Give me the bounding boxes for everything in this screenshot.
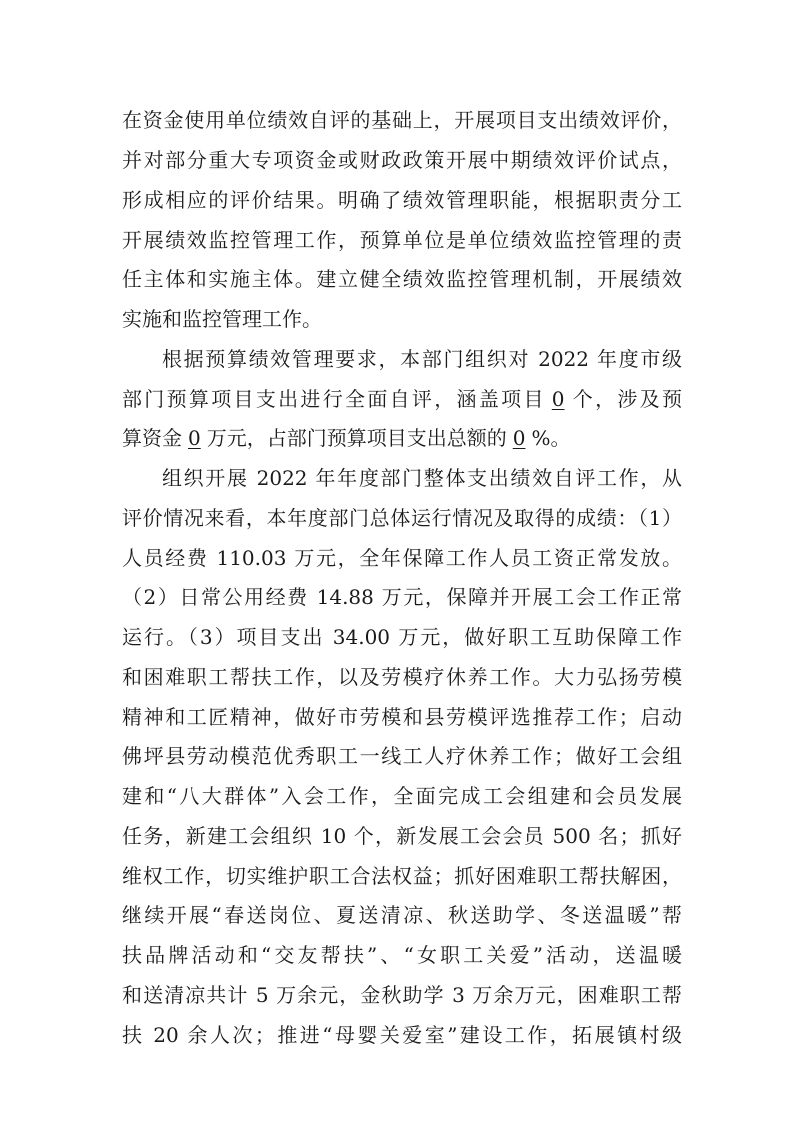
paragraph-line: 在资金使用单位绩效自评的基础上，开展项目支出绩效评价， (122, 108, 682, 132)
paragraph-line (122, 425, 682, 451)
paragraph-line: 并对部分重大专项资金或财政政策开展中期绩效评价试点， (122, 148, 682, 172)
paragraph-line: 开展绩效监控管理工作，预算单位是单位绩效监控管理的责 (122, 228, 682, 252)
paragraph-line: 组织开展 2022 年年度部门整体支出绩效自评工作，从 (162, 466, 682, 490)
paragraph-line: 运行。（3）项目支出 34.00 万元，做好职工互助保障工作 (122, 625, 682, 649)
paragraph-line: 建和“八大群体”入会工作，全面完成工会组建和会员发展 (122, 784, 682, 808)
paragraph-line: 继续开展“春送岗位、夏送清凉、秋送助学、冬送温暖”帮 (122, 903, 682, 927)
paragraph-line: 佛坪县劳动模范优秀职工一线工人疗休养工作；做好工会组 (122, 744, 682, 768)
paragraph-line: 任主体和实施主体。建立健全绩效监控管理机制，开展绩效 (122, 267, 682, 291)
paragraph-line: 维权工作，切实维护职工合法权益；抓好困难职工帮扶解困， (122, 864, 682, 888)
paragraph-line: 和困难职工帮扶工作，以及劳模疗休养工作。大力弘扬劳模 (122, 665, 682, 689)
line-text: 个，涉及预 (570, 387, 683, 411)
paragraph-line: 形成相应的评价结果。明确了绩效管理职能，根据职责分工 (122, 188, 682, 212)
paragraph-line: 实施和监控管理工作。 (122, 307, 322, 331)
paragraph-line: 和送清凉共计 5 万余元，金秋助学 3 万余万元，困难职工帮 (122, 983, 682, 1007)
line-text: %。 (531, 426, 571, 450)
line-text: 部门预算项目支出进行全面自评，涵盖项目 (122, 387, 546, 411)
paragraph-line: 任务，新建工会组织 10 个，新发展工会会员 500 名；抓好 (122, 824, 682, 848)
fund-amount-value: 0 (188, 426, 201, 450)
paragraph-line: 扶 20 余人次；推进“母婴关爱室”建设工作，拓展镇村级 (122, 1023, 682, 1047)
project-count-value: 0 (551, 387, 565, 411)
line-text: 万元，占部门预算项目支出总额的 (206, 426, 507, 450)
line-text: 算资金 (122, 426, 182, 450)
paragraph-line: 根据预算绩效管理要求，本部门组织对 2022 年度市级 (162, 347, 682, 371)
percent-value: 0 (512, 426, 526, 450)
paragraph-line: 扶品牌活动和“交友帮扶”、“女职工关爱”活动，送温暖 (122, 943, 682, 967)
paragraph-line: （2）日常公用经费 14.88 万元，保障并开展工会工作正常 (122, 585, 682, 609)
paragraph-line: 评价情况来看，本年度部门总体运行情况及取得的成绩：（1） (122, 506, 682, 530)
paragraph-line: 精神和工匠精神，做好市劳模和县劳模评选推荐工作；启动 (122, 705, 682, 729)
paragraph-line: 人员经费 110.03 万元，全年保障工作人员工资正常发放。 (122, 546, 682, 570)
paragraph-line (122, 386, 682, 412)
